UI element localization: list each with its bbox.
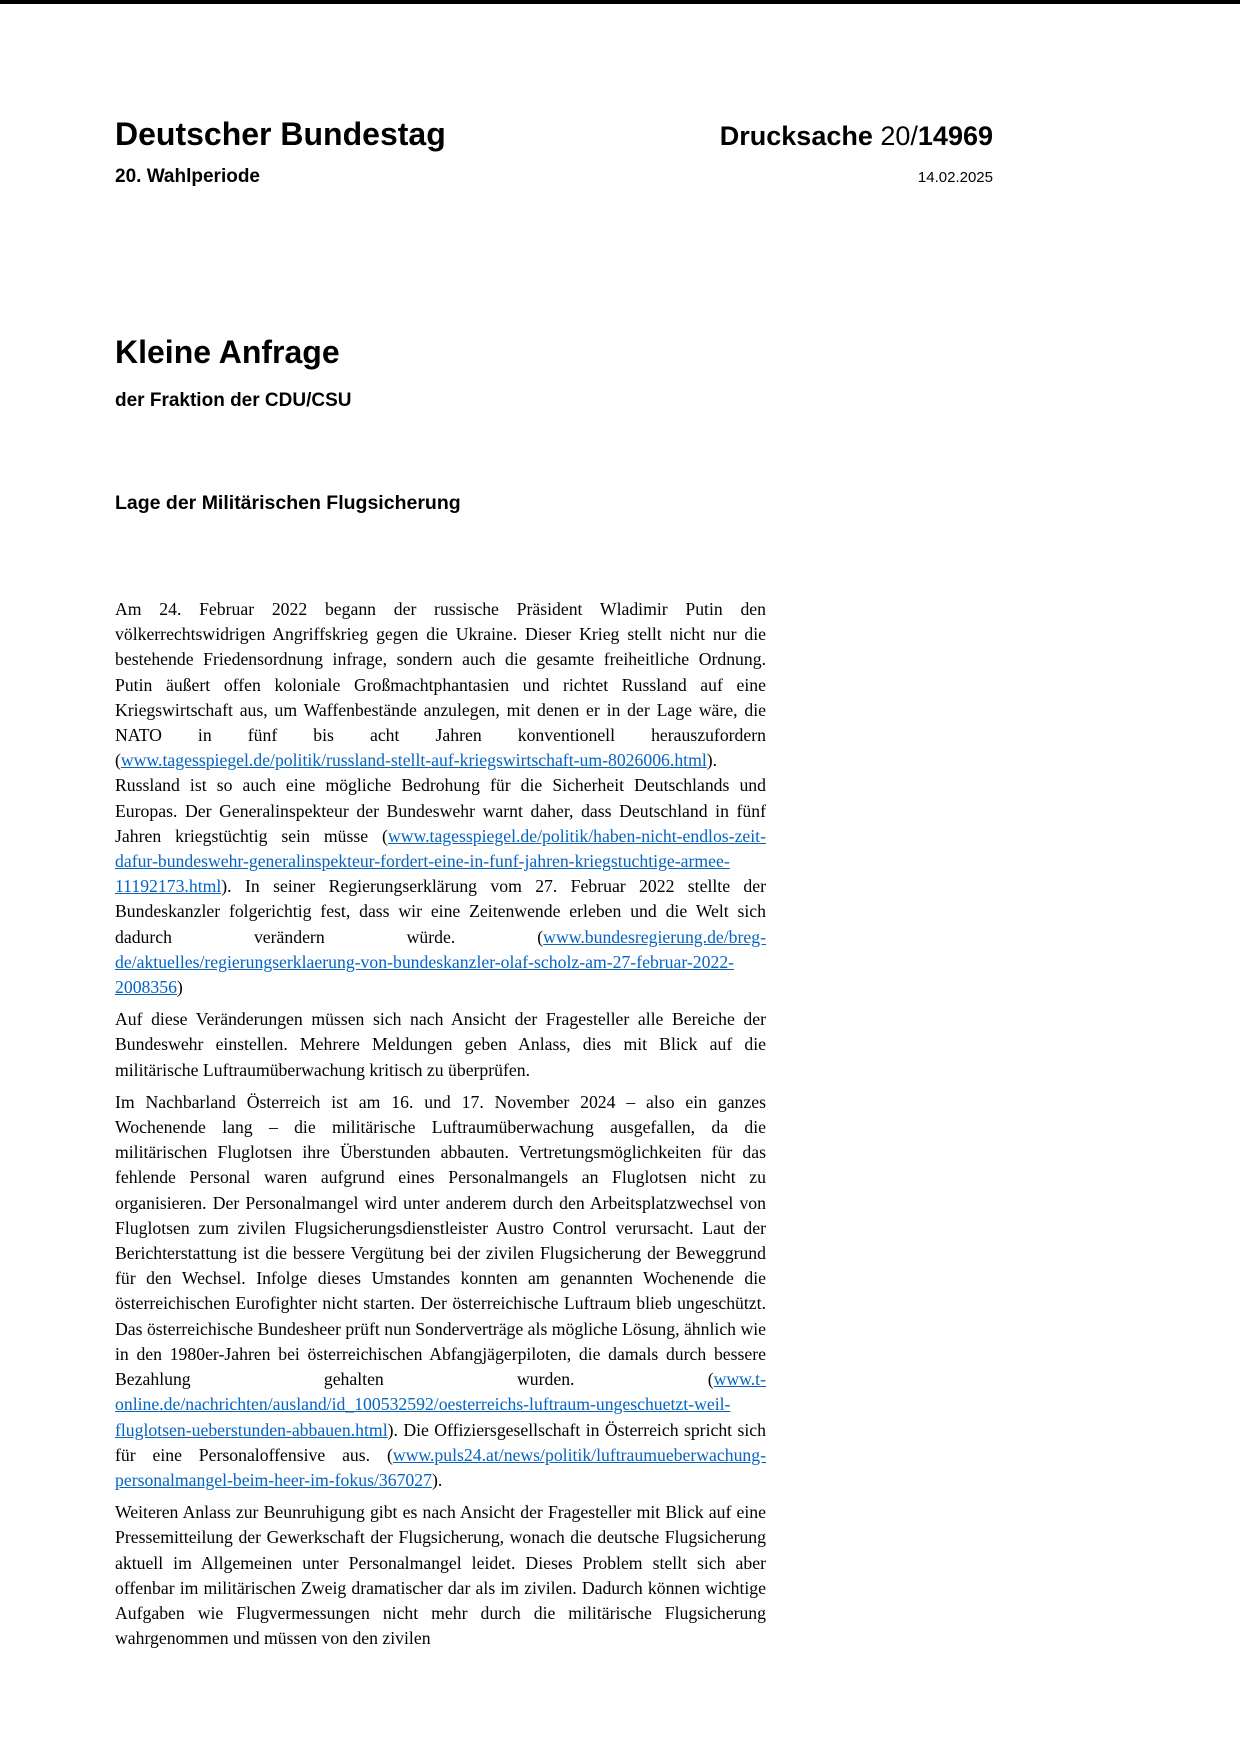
body-paragraph: Auf diese Veränderungen müssen sich nach Ansicht der Fragesteller alle Bereiche der Bundeswehr einstellen. Mehrere Meldungen geben Anlass, dies mit Blick auf die militärische Luftraumüberwachung kritisch zu überprüfen. [115, 1009, 766, 1080]
top-rule [0, 0, 1240, 4]
drucksache-prefix: 20/ [880, 121, 918, 151]
body-paragraph: Am 24. Februar 2022 begann der russische Präsident Wladimir Putin den völkerrechtswidrigen Angriffskrieg gegen die Ukraine. Dieser Krieg stellt nicht nur die bestehende Friedensordnung infrage, sondern auch die gesamte freiheitliche Ordnung. Putin äußert offen koloniale Großmachtphantasien und richtet Russland auf eine Kriegswirtschaft aus, um Waffenbestände anzulegen, mit denen er in der Lage wäre, die NATO in fünf bis acht Jahren konventionell herauszufordern (www.tagesspiegel.de/politik/russland-stellt-auf-kriegswirtschaft-um-8026006.html). Russland ist so auch eine mögliche Bedrohung für die Sicherheit Deutschlands und Europas. Der Generalinspekteur der Bundeswehr warnt daher, dass Deutschland in fünf Jahren kriegstüchtig sein müsse (www.tagesspiegel.de/politik/haben-nicht-endlos-zeit-dafur-bundeswehr-generalinspekteur-fordert-eine-in-funf-jahren-kriegstuchtige-armee-11192173.html). In seiner Regierungserklärung vom 27. Februar 2022 stellte der Bundeskanzler folgerichtig fest, dass wir eine Zeitenwende erleben und die Welt sich dadurch verändern würde. (www.bundesregierung.de/breg-de/aktuelles/regierungserklaerung-von-bundeskanzler-olaf-scholz-am-27-februar-2022-2008356) [115, 599, 766, 998]
document-date: 14.02.2025 [917, 169, 993, 186]
document-header [115, 116, 993, 188]
header-row-1 [115, 116, 993, 152]
document-subtitle: der Fraktion der CDU/CSU [115, 390, 352, 411]
title-block [115, 334, 351, 412]
header-row-2 [115, 166, 993, 188]
body-paragraph: Weiteren Anlass zur Beunruhigung gibt es nach Ansicht der Fragesteller mit Blick auf eine Pressemitteilung der Gewerkschaft der Flugsicherung, wonach die deutsche Flugsicherung aktuell im Allgemeinen unter Personalmangel leidet. Dieses Problem stellt sich aber offenbar im militärischen Zweig dramatischer dar als im zivilen. Dadurch können wichtige Aufgaben wie Flugvermessungen nicht mehr durch die militärische Flugsicherung wahrgenommen und müssen von den zivilen [115, 1502, 766, 1649]
drucksache-label: Drucksache [719, 121, 881, 151]
wahlperiode-label: 20. Wahlperiode [115, 166, 260, 187]
drucksache-value: 14969 [917, 121, 993, 151]
body-paragraph: Im Nachbarland Österreich ist am 16. und 17. November 2024 – also ein ganzes Wochenende lang – die militärische Luftraumüberwachung ausgefallen, da die militärischen Fluglotsen ihre Überstunden abbauten. Vertretungsmöglichkeiten für das fehlende Personal waren aufgrund eines Personalmangels an Fluglotsen nicht zu organisieren. Der Personalmangel wird unter anderem durch den Arbeitsplatzwechsel von Fluglotsen zum zivilen Flugsicherungsdienstleister Austro Control verursacht. Laut der Berichterstattung ist die bessere Vergütung bei der zivilen Flugsicherung der Beweggrund für den Wechsel. Infolge dieses Umstandes konnten am genannten Wochenende die österreichischen Eurofighter nicht starten. Der österreichische Luftraum blieb ungeschützt. Das österreichische Bundesheer prüft nun Sonderverträge als mögliche Lösung, ähnlich wie in den 1980er-Jahren bei österreichischen Abfangjägerpiloten, die damals durch bessere Bezahlung gehalten wurden. (www.t-online.de/nachrichten/ausland/id_100532592/oesterreichs-luftraum-ungeschuetzt-weil-fluglotsen-ueberstunden-abbauen.html). Die Offiziersgesellschaft in Österreich spricht sich für eine Personaloffensive aus. (www.puls24.at/news/politik/luftraumueberwachung-personalmangel-beim-heer-im-fokus/367027). [115, 1091, 766, 1490]
inline-link[interactable]: www.t-online.de/nachrichten/ausland/id_100532592/oesterreichs-luftraum-ungeschuetzt-weil-fluglotsen-ueberstunden-abbauen.html [115, 1369, 766, 1440]
drucksache-number [720, 121, 993, 152]
subject-heading: Lage der Militärischen Flugsicherung [115, 492, 461, 514]
body-text [115, 597, 766, 1658]
inline-link[interactable]: www.bundesregierung.de/breg-de/aktuelles/regierungserklaerung-von-bundeskanzler-olaf-scholz-am-27-februar-2022-2008356 [115, 926, 766, 998]
inline-link[interactable]: www.puls24.at/news/politik/luftraumueberwachung-personalmangel-beim-heer-im-fokus/367027 [115, 1444, 766, 1490]
inline-link[interactable]: www.tagesspiegel.de/politik/haben-nicht-endlos-zeit-dafur-bundeswehr-generalinspekteur-fordert-eine-in-funf-jahren-kriegstuchtige-armee-11192173.html [115, 825, 766, 897]
document-title: Kleine Anfrage [115, 334, 340, 370]
inline-link[interactable]: www.tagesspiegel.de/politik/russland-stellt-auf-kriegswirtschaft-um-8026006.html [120, 750, 707, 771]
organization-name: Deutscher Bundestag [115, 116, 446, 152]
